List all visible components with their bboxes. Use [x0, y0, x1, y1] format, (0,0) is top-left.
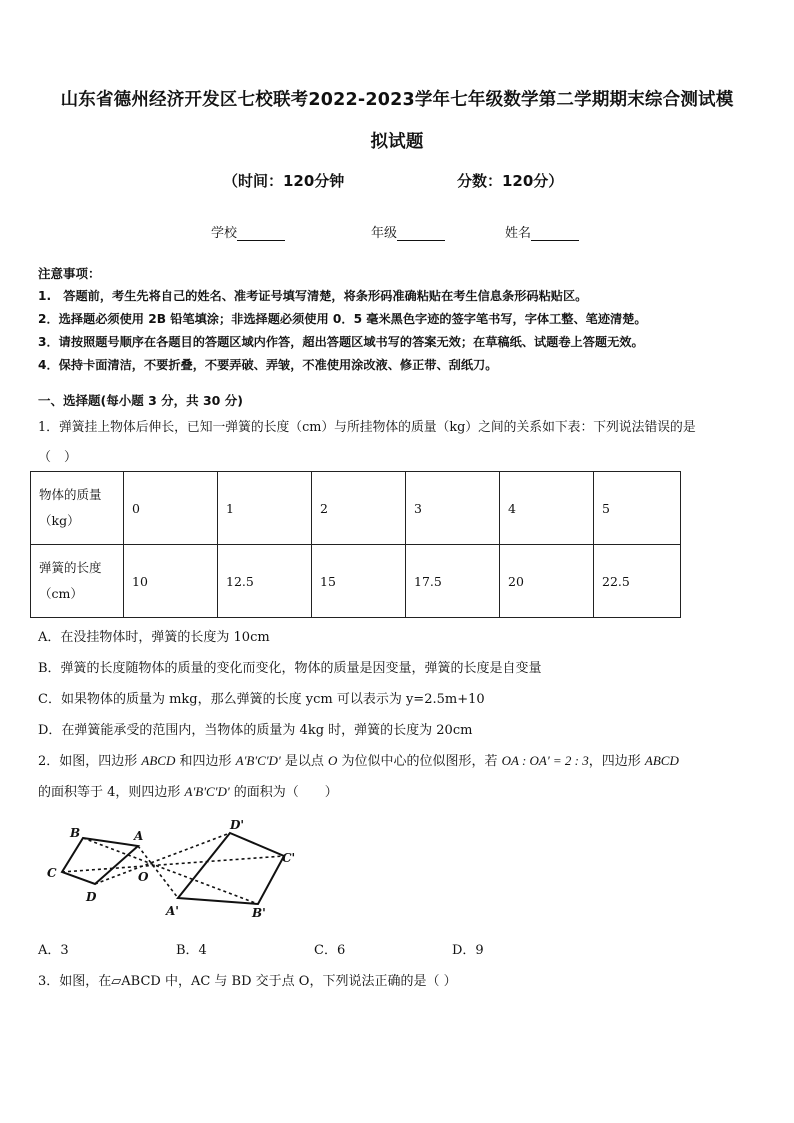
q2-math: ABCD	[141, 753, 176, 768]
label-a-prime: A'	[166, 904, 179, 918]
q2-stem-line2	[38, 781, 338, 800]
school-blank[interactable]	[237, 228, 285, 241]
q2-math: O	[327, 753, 338, 768]
table-cell: 22.5	[594, 545, 681, 618]
school-label: 学校	[211, 226, 238, 241]
q2-option-b[interactable]: B．4	[176, 943, 207, 958]
label-a: A	[134, 829, 144, 843]
notice-item: 4．保持卡面清洁，不要折叠，不要弄破、弄皱，不准使用涂改液、修正带、刮纸刀。	[38, 358, 498, 372]
q2-stem	[38, 750, 679, 769]
table-cell: 1	[218, 472, 312, 545]
q1-option-d[interactable]: D．在弹簧能承受的范围内，当物体的质量为 4kg 时，弹簧的长度为 20cm	[38, 723, 473, 738]
label-d: D	[86, 890, 97, 904]
grade-blank[interactable]	[397, 228, 445, 241]
label-b-prime: B'	[252, 906, 266, 920]
name-label: 姓名	[505, 226, 532, 241]
table-cell: 12.5	[218, 545, 312, 618]
school-field[interactable]	[211, 222, 285, 241]
q1-option-c[interactable]: C．如果物体的质量为 mkg，那么弹簧的长度 ycm 可以表示为 y=2.5m+10	[38, 692, 485, 707]
table-header-cell	[31, 545, 124, 618]
q2-math: ABCD	[644, 753, 679, 768]
notice-heading: 注意事项：	[38, 266, 101, 281]
table-header-text: 物体的质量	[39, 487, 102, 502]
table-cell: 4	[500, 472, 594, 545]
table-cell: 10	[124, 545, 218, 618]
table-row	[31, 472, 681, 545]
page-title: 山东省德州经济开发区七校联考2022-2023学年七年级数学第二学期期末综合测试模	[60, 90, 734, 110]
table-cell: 3	[406, 472, 500, 545]
q2-math: OA : OA' = 2 : 3	[501, 753, 589, 768]
table-cell: 20	[500, 545, 594, 618]
table-cell: 0	[124, 472, 218, 545]
exam-score: 分数：120分）	[457, 172, 564, 190]
q3-stem: 3．如图，在▱ABCD 中，AC 与 BD 交于点 O，下列说法正确的是（ ）	[38, 974, 457, 989]
q2-option-d[interactable]: D．9	[452, 943, 484, 958]
notice-item: 2．选择题必须使用 2B 铅笔填涂；非选择题必须使用 0．5 毫米黑色字迹的签字笔书写，字体工整、笔迹清楚。	[38, 312, 647, 326]
exam-time: （时间：120分钟	[223, 172, 345, 190]
label-o: O	[138, 870, 149, 884]
q2-math: A'B'C'D'	[235, 753, 281, 768]
label-c: C	[47, 866, 57, 880]
table-header-unit: （kg）	[39, 513, 80, 528]
notice-item: 1. 答题前，考生先将自己的姓名、准考证号填写清楚，将条形码准确粘贴在考生信息条形码粘贴区。	[38, 289, 588, 303]
grade-label: 年级	[371, 226, 398, 241]
table-cell: 15	[312, 545, 406, 618]
table-header-cell	[31, 472, 124, 545]
q1-stem: 1．弹簧挂上物体后伸长，已知一弹簧的长度（cm）与所挂物体的质量（kg）之间的关系如下表：下列说法错误的是	[38, 420, 696, 435]
q1-table	[30, 471, 681, 618]
table-cell: 2	[312, 472, 406, 545]
q2-text: 2．如图，四边形	[38, 754, 142, 769]
q2-option-a[interactable]: A．3	[38, 943, 69, 958]
label-d-prime: D'	[230, 818, 245, 832]
q2-math: A'B'C'D'	[184, 784, 230, 799]
q1-option-b[interactable]: B．弹簧的长度随物体的质量的变化而变化，物体的质量是因变量，弹簧的长度是自变量	[38, 661, 542, 676]
q2-text: 是以点	[280, 754, 328, 769]
table-cell: 5	[594, 472, 681, 545]
q2-text: ，四边形	[588, 754, 645, 769]
page-title-line2: 拟试题	[370, 132, 424, 152]
q1-stem-bracket: （ ）	[38, 450, 78, 465]
section-heading: 一、选择题(每小题 3 分，共 30 分)	[38, 393, 243, 408]
name-field[interactable]	[505, 222, 579, 241]
name-blank[interactable]	[531, 228, 579, 241]
q1-option-a[interactable]: A．在没挂物体时，弹簧的长度为 10cm	[38, 630, 270, 645]
notice-item: 3．请按照题号顺序在各题目的答题区域内作答，超出答题区域书写的答案无效；在草稿纸、试题卷上答题无效。	[38, 335, 644, 349]
q2-figure	[40, 815, 310, 923]
table-header-unit: （cm）	[39, 586, 83, 601]
q2-option-c[interactable]: C．6	[314, 943, 346, 958]
grade-field[interactable]	[371, 222, 445, 241]
table-row	[31, 545, 681, 618]
q2-text: 的面积为（ ）	[229, 785, 338, 800]
table-header-text: 弹簧的长度	[39, 560, 102, 575]
q2-text: 的面积等于 4，则四边形	[38, 785, 185, 800]
label-b: B	[70, 826, 81, 840]
label-c-prime: C'	[282, 851, 296, 865]
q2-text: 和四边形	[175, 754, 236, 769]
table-cell: 17.5	[406, 545, 500, 618]
q2-text: 为位似中心的位似图形，若	[337, 754, 502, 769]
